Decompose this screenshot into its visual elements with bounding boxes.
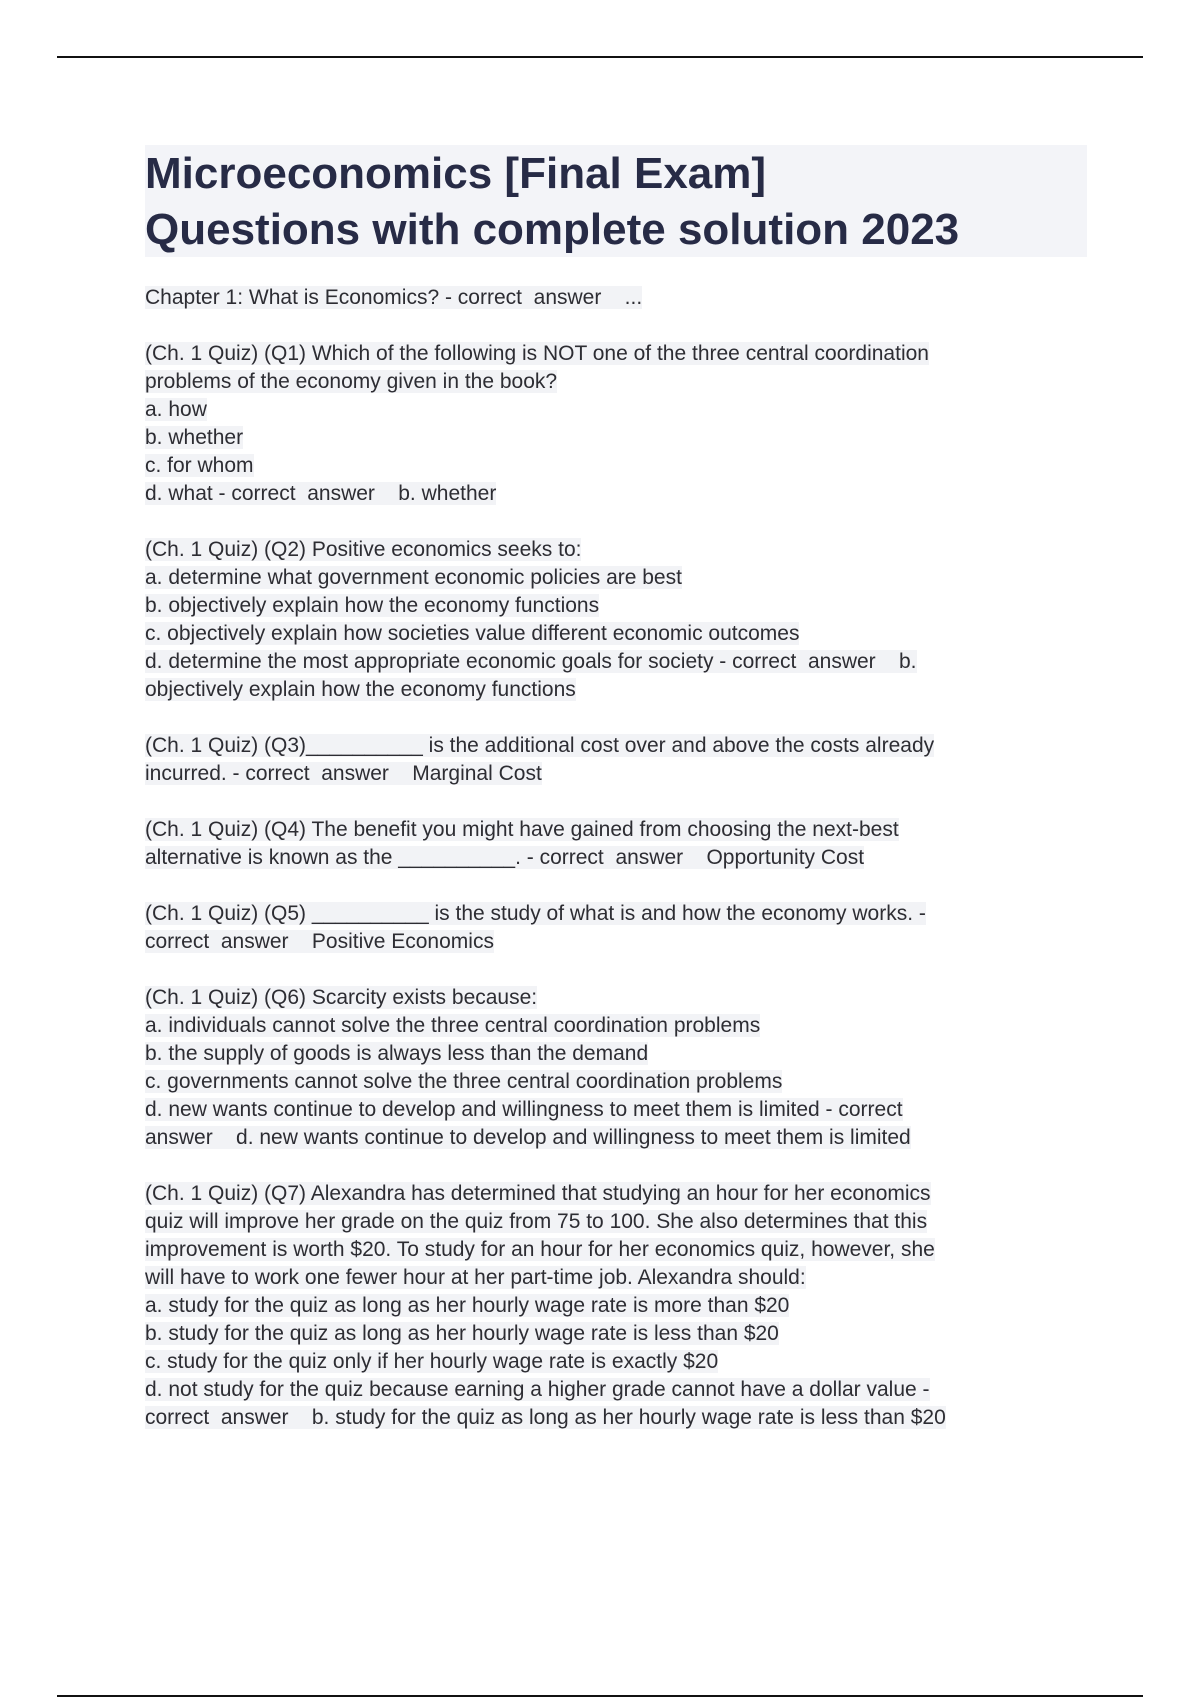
document-title-line-2: Questions with complete solution 2023 (145, 205, 960, 254)
question-line: (Ch. 1 Quiz) (Q3)__________ is the additional cost over and above the costs already (145, 734, 935, 757)
option-line: b. whether (145, 426, 244, 449)
document-body (145, 284, 1095, 1432)
answer-line: d. determine the most appropriate economic goals for society - correct answer b. (145, 650, 917, 673)
question-line: improvement is worth $20. To study for an hour for her economics quiz, however, she (145, 1238, 935, 1261)
document-title-line-1: Microeconomics [Final Exam] (145, 149, 767, 198)
question-line: (Ch. 1 Quiz) (Q2) Positive economics seeks to: (145, 538, 582, 561)
option-line: c. objectively explain how societies value different economic outcomes (145, 622, 800, 645)
question-line: (Ch. 1 Quiz) (Q5) __________ is the study of what is and how the economy works. - (145, 902, 926, 925)
question-line: quiz will improve her grade on the quiz from 75 to 100. She also determines that this (145, 1210, 928, 1233)
question-line: (Ch. 1 Quiz) (Q4) The benefit you might have gained from choosing the next-best (145, 818, 899, 841)
question-line: problems of the economy given in the book? (145, 370, 558, 393)
option-line: d. not study for the quiz because earning a higher grade cannot have a dollar value - (145, 1378, 930, 1401)
answer-line: objectively explain how the economy functions (145, 678, 576, 701)
option-line: b. the supply of goods is always less than the demand (145, 1042, 649, 1065)
bottom-rule (57, 1695, 1143, 1697)
option-line: a. study for the quiz as long as her hourly wage rate is more than $20 (145, 1294, 790, 1317)
answer-line: answer d. new wants continue to develop and willingness to meet them is limited (145, 1126, 911, 1149)
answer-line: incurred. - correct answer Marginal Cost (145, 762, 542, 785)
answer-line: correct answer b. study for the quiz as long as her hourly wage rate is less than $20 (145, 1406, 946, 1429)
option-line: c. study for the quiz only if her hourly wage rate is exactly $20 (145, 1350, 719, 1373)
question-q2 (145, 536, 1095, 704)
option-line: b. study for the quiz as long as her hourly wage rate is less than $20 (145, 1322, 779, 1345)
option-line: c. governments cannot solve the three central coordination problems (145, 1070, 783, 1093)
option-line: a. determine what government economic policies are best (145, 566, 682, 589)
option-line: a. how (145, 398, 207, 421)
question-q3 (145, 732, 1095, 788)
question-q5 (145, 900, 1095, 956)
question-line: (Ch. 1 Quiz) (Q7) Alexandra has determined that studying an hour for her economics (145, 1182, 931, 1205)
answer-line: correct answer Positive Economics (145, 930, 494, 953)
option-line: a. individuals cannot solve the three central coordination problems (145, 1014, 761, 1037)
option-line: c. for whom (145, 454, 254, 477)
question-q1 (145, 340, 1095, 508)
question-q4 (145, 816, 1095, 872)
top-rule (57, 56, 1143, 58)
question-line: will have to work one fewer hour at her part-time job. Alexandra should: (145, 1266, 806, 1289)
question-q7 (145, 1180, 1095, 1432)
answer-line: alternative is known as the __________. - correct answer Opportunity Cost (145, 846, 865, 869)
answer-line: d. what - correct answer b. whether (145, 482, 497, 505)
chapter-heading: Chapter 1: What is Economics? - correct answer ... (145, 286, 643, 309)
question-q6 (145, 984, 1095, 1152)
option-line: b. objectively explain how the economy functions (145, 594, 600, 617)
option-line: d. new wants continue to develop and willingness to meet them is limited - correct (145, 1098, 903, 1121)
question-line: (Ch. 1 Quiz) (Q1) Which of the following is NOT one of the three central coordination (145, 342, 929, 365)
question-line: (Ch. 1 Quiz) (Q6) Scarcity exists because: (145, 986, 538, 1009)
